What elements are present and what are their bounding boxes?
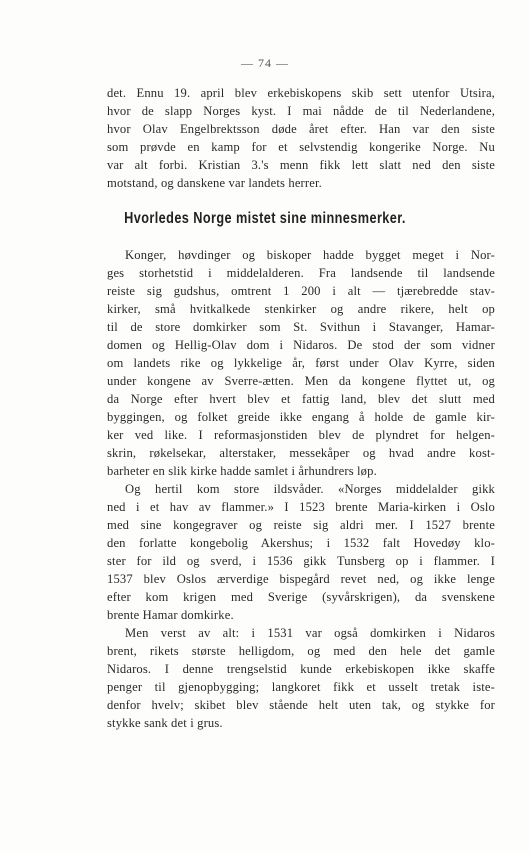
text-line: ned i et hav av flammer.» I 1523 brente Maria-kirken i Oslo [107, 500, 495, 514]
text-line: ster for ild og sverd, i 1536 gikk Tunsberg op i flammer. I [107, 554, 495, 568]
text-line: hvor Olav Engelbrektsson døde året efter. Han var den siste [107, 122, 495, 136]
text-line: til de store domkirker som St. Svithun i Stavanger, Hamar- [107, 320, 495, 334]
text-line: stykke sank det i grus. [107, 716, 223, 730]
section-body [107, 246, 495, 732]
text-line: byggingen, og folket greide ikke engang å holde de gamle kir- [107, 410, 495, 424]
text-line: under kongene av Sverre-ætten. Men da kongene flyttet ut, og [107, 374, 495, 388]
text-line: reiste sig gudshus, omtrent 1 200 i alt — tjærebredde stav- [107, 284, 495, 298]
text-line: da Norge efter hvert blev et fattig land, blev det slutt med [107, 392, 495, 406]
text-line: var alt forbi. Kristian 3.'s menn fikk lett slatt ned den siste [107, 158, 495, 172]
text-line: domen og Hellig-Olav dom i Nidaros. De stod der som vidner [107, 338, 495, 352]
text-line: penger til gjenopbygging; langkoret fikk et usselt tretak iste- [107, 680, 495, 694]
text-line: efter kom krigen med Sverige (syvårskrigen), da svenskene [107, 590, 495, 604]
text-line: skrin, røkelsekar, alterstaker, messekåper og hvad andre kost- [107, 446, 495, 460]
text-line: ker ved like. I reformasjonstiden blev de plyndret for helgen- [107, 428, 495, 442]
text-line: hvor de slapp Norges kyst. I mai nådde de til Nederlandene, [107, 104, 495, 118]
text-line: barheter en slik kirke hadde samlet i århundrers løp. [107, 464, 377, 478]
text-line: om landets rike og lykkelige år, først under Olav Kyrre, siden [107, 356, 495, 370]
text-line: brent, rikets største helligdom, og med den hele det gamle [107, 644, 495, 658]
text-line: brente Hamar domkirke. [107, 608, 234, 622]
text-line: det. Ennu 19. april blev erkebiskopens skib sett utenfor Utsira, [107, 86, 495, 100]
text-line: motstand, og danskene var landets herrer. [107, 176, 322, 190]
page-number: — 74 — [241, 56, 289, 70]
text-line: kirker, små hvitkalkede stenkirker og andre rikere, helt op [107, 302, 495, 316]
text-line: denfor hvelv; skibet blev stående helt uten tak, og stykke for [107, 698, 495, 712]
text-line: Konger, høvdinger og biskoper hadde bygget meget i Nor- [125, 248, 495, 262]
text-line: ges storhetstid i middelalderen. Fra landsende til landsende [107, 266, 495, 280]
text-line: Men verst av alt: i 1531 var også domkirken i Nidaros [125, 626, 495, 640]
text-line: 1537 blev Oslos ærverdige bispegård revet ned, og ikke lenge [107, 572, 495, 586]
text-line: den forlatte kongebolig Akershus; i 1532 falt Hovedøy klo- [107, 536, 495, 550]
text-line: Nidaros. I denne trengselstid kunde erkebiskopen ikke skaffe [107, 662, 495, 676]
text-line: Og hertil kom store ildsvåder. «Norges middelalder gikk [125, 482, 495, 496]
text-line: som prøvde en kamp for et selvstendig kongerike Norge. Nu [107, 140, 495, 154]
text-line: med sine kongegraver og reiste sig aldri mer. I 1527 brente [107, 518, 495, 532]
intro-paragraph [107, 84, 495, 192]
section-heading: Hvorledes Norge mistet sine minnesmerker. [124, 210, 406, 227]
